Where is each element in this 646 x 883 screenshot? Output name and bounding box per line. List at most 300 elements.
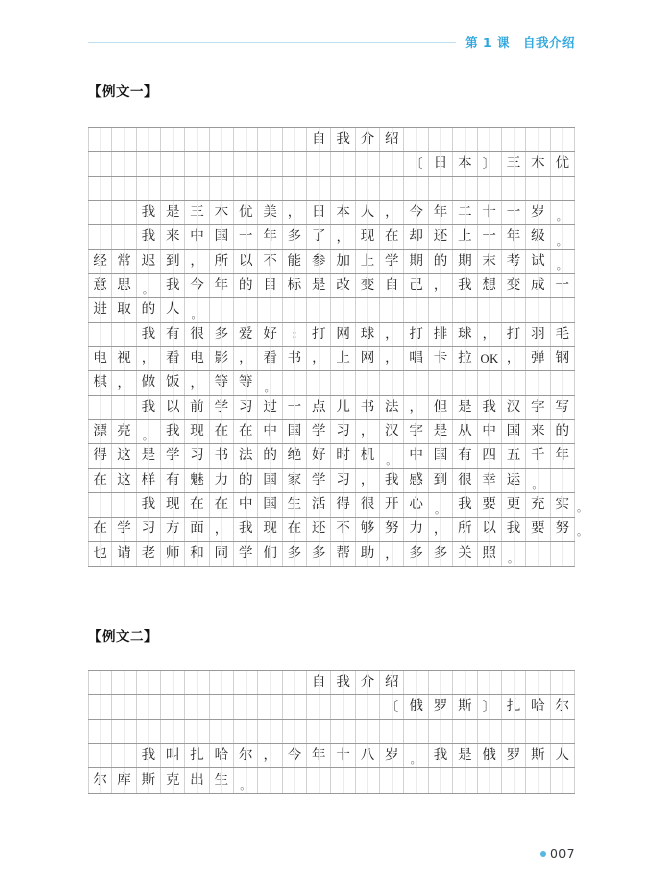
grid-cell: 五: [502, 444, 526, 467]
grid-cell-empty: [453, 128, 477, 151]
grid-cell: ，: [258, 744, 282, 767]
grid-text-row: [88, 201, 575, 225]
grid-cell: 有: [161, 469, 185, 492]
grid-cell-empty: [502, 671, 526, 694]
grid-cell-empty: [88, 744, 112, 767]
grid-cell-empty: [283, 671, 307, 694]
grid-cell: 哈: [210, 744, 234, 767]
grid-cell: 面: [185, 518, 209, 541]
grid-cell: 有: [161, 323, 185, 346]
grid-cell-empty: [210, 128, 234, 151]
grid-cell: OK: [478, 347, 502, 370]
grid-cell: 汉: [380, 420, 404, 443]
grid-cell: 学: [307, 469, 331, 492]
grid-cell-empty: [258, 298, 282, 321]
grid-cell: 法: [234, 444, 258, 467]
grid-cell-empty: [478, 371, 502, 394]
grid-cell: 。: [551, 225, 575, 248]
grid-cell: 是: [453, 396, 477, 419]
grid-cell: 意: [88, 274, 112, 297]
grid-cell: 助: [356, 542, 380, 566]
grid-cell: 优: [234, 201, 258, 224]
grid-cell-empty: [161, 695, 185, 718]
grid-cell: 看: [161, 347, 185, 370]
grid-cell: 很: [185, 323, 209, 346]
grid-cell: 钢: [551, 347, 575, 370]
grid-cell: 多: [283, 225, 307, 248]
grid-cell: 八: [356, 744, 380, 767]
grid-cell: 。: [551, 250, 575, 273]
grid-cell-empty: [307, 152, 331, 175]
grid-cell: 在: [380, 225, 404, 248]
grid-cell: 师: [161, 542, 185, 566]
running-head: [88, 30, 575, 54]
grid-cell-empty: [551, 298, 575, 321]
grid-cell: 也: [88, 542, 112, 566]
grid-cell: ，: [307, 347, 331, 370]
grid-cell: 〔: [380, 695, 404, 718]
grid-cell: 视: [112, 347, 136, 370]
grid-cell-empty: [234, 128, 258, 151]
grid-cell: 更: [502, 493, 526, 516]
grid-cell: 弹: [526, 347, 550, 370]
grid-cell: 实: [551, 493, 575, 516]
grid-cell-empty: [307, 371, 331, 394]
grid-cell: 本: [331, 201, 355, 224]
grid-text-row: [88, 250, 575, 274]
grid-cell: 多: [210, 323, 234, 346]
grid-cell: 习: [137, 518, 161, 541]
grid-cell: 介: [356, 671, 380, 694]
grid-cell-empty: [478, 671, 502, 694]
grid-cell: ，: [380, 323, 404, 346]
grid-cell-empty: [112, 720, 136, 743]
grid-cell-empty: [453, 768, 477, 792]
grid-cell: 书: [210, 444, 234, 467]
grid-cell: 还: [429, 225, 453, 248]
grid-cell: 己: [404, 274, 428, 297]
grid-cell-empty: [185, 152, 209, 175]
grid-cell: 以: [161, 396, 185, 419]
grid-cell-empty: [429, 671, 453, 694]
grid-cell: 的: [258, 444, 282, 467]
grid-cell: 扎: [185, 744, 209, 767]
grid-cell: 我: [161, 420, 185, 443]
grid-cell: 们: [258, 542, 282, 566]
grid-cell-empty: [185, 720, 209, 743]
grid-cell-empty: [258, 177, 282, 200]
grid-blank-row: [88, 177, 575, 201]
grid-cell-empty: [526, 298, 550, 321]
grid-cell: 是: [453, 744, 477, 767]
grid-cell: 木: [210, 201, 234, 224]
grid-cell: 我: [502, 518, 526, 541]
grid-cell: 方: [161, 518, 185, 541]
grid-cell: 爱: [234, 323, 258, 346]
grid-cell-empty: [453, 671, 477, 694]
grid-cell: 罗: [502, 744, 526, 767]
grid-cell-empty: [307, 177, 331, 200]
grid-cell: 考: [502, 250, 526, 273]
grid-cell-empty: [112, 323, 136, 346]
grid-cell-empty: [478, 128, 502, 151]
running-head-title: 第 1 课 自我介绍: [465, 35, 575, 50]
grid-cell-empty: [88, 177, 112, 200]
grid-cell-empty: [356, 177, 380, 200]
grid-cell: 能: [283, 250, 307, 273]
grid-cell-empty: [404, 298, 428, 321]
grid-cell: 打: [307, 323, 331, 346]
grid-cell: 。: [185, 298, 209, 321]
grid-cell-empty: [429, 720, 453, 743]
grid-cell-empty: [551, 768, 575, 792]
grid-cell-empty: [234, 695, 258, 718]
grid-cell: 多: [283, 542, 307, 566]
grid-cell-empty: [283, 128, 307, 151]
grid-cell: 我: [161, 274, 185, 297]
grid-cell: 俄: [478, 744, 502, 767]
grid-cell-empty: [404, 371, 428, 394]
grid-cell-empty: [88, 695, 112, 718]
grid-cell-empty: [429, 298, 453, 321]
grid-cell: 得: [88, 444, 112, 467]
grid-cell: 三: [185, 201, 209, 224]
grid-cell: 。: [502, 542, 526, 566]
grid-cell: 的: [234, 469, 258, 492]
grid-cell: :: [283, 323, 307, 346]
grid-cell: 库: [112, 768, 136, 792]
grid-cell: 排: [429, 323, 453, 346]
grid-cell: 时: [331, 444, 355, 467]
grid-text-row: [88, 274, 575, 298]
grid-cell: 我: [331, 671, 355, 694]
grid-cell: 木: [526, 152, 550, 175]
grid-cell-empty: [356, 768, 380, 792]
grid-cell: 罗: [429, 695, 453, 718]
grid-cell: 〕: [478, 695, 502, 718]
grid-cell: ，: [380, 201, 404, 224]
grid-cell: 上: [453, 225, 477, 248]
grid-cell-empty: [112, 695, 136, 718]
grid-cell-empty: [185, 671, 209, 694]
grid-cell-empty: [258, 695, 282, 718]
grid-cell-empty: [283, 152, 307, 175]
grid-cell-empty: [210, 671, 234, 694]
grid-cell: 有: [453, 444, 477, 467]
grid-cell: 书: [356, 396, 380, 419]
grid-cell: 字: [526, 396, 550, 419]
grid-cell: 和: [185, 542, 209, 566]
grid-cell: 请: [112, 542, 136, 566]
grid-text-row: [88, 298, 575, 322]
grid-cell: 不: [331, 518, 355, 541]
grid-cell: ，: [404, 396, 428, 419]
grid-cell-empty: [380, 720, 404, 743]
grid-cell-empty: [453, 298, 477, 321]
grid-cell: 学: [380, 250, 404, 273]
grid-cell: 我: [137, 323, 161, 346]
grid-cell-empty: [234, 720, 258, 743]
grid-cell-empty: [283, 768, 307, 792]
grid-cell: 拉: [453, 347, 477, 370]
manuscript-grid-example-one: [88, 127, 588, 567]
grid-cell-empty: [478, 298, 502, 321]
grid-cell: 运: [502, 469, 526, 492]
grid-cell-empty: [112, 225, 136, 248]
grid-cell-empty: [526, 720, 550, 743]
grid-cell: 努: [380, 518, 404, 541]
grid-cell: 幸: [478, 469, 502, 492]
grid-cell: 十: [331, 744, 355, 767]
grid-cell: 斯: [453, 695, 477, 718]
grid-cell: 过: [258, 396, 282, 419]
grid-cell: 网: [331, 323, 355, 346]
grid-cell: 老: [137, 542, 161, 566]
grid-cell: 够: [356, 518, 380, 541]
grid-cell: 力: [210, 469, 234, 492]
grid-cell: 人: [356, 201, 380, 224]
grid-cell: 自: [307, 671, 331, 694]
grid-cell-empty: [137, 177, 161, 200]
grid-cell-empty: [88, 671, 112, 694]
grid-cell-empty: [429, 371, 453, 394]
grid-cell: 中: [185, 225, 209, 248]
grid-cell-empty: [331, 371, 355, 394]
grid-cell-empty: [112, 671, 136, 694]
grid-cell: 生: [283, 493, 307, 516]
grid-cell: 我: [380, 469, 404, 492]
grid-cell-empty: [137, 720, 161, 743]
grid-cell: 斯: [137, 768, 161, 792]
grid-cell: 目: [258, 274, 282, 297]
grid-cell: 变: [356, 274, 380, 297]
grid-cell: ，: [380, 347, 404, 370]
grid-cell: 叫: [161, 744, 185, 767]
grid-cell: 心: [404, 493, 428, 516]
grid-cell: 中: [234, 493, 258, 516]
grid-cell: ，: [502, 347, 526, 370]
grid-cell-empty: [356, 720, 380, 743]
grid-cell: 多: [404, 542, 428, 566]
grid-cell: 唱: [404, 347, 428, 370]
grid-cell: 中: [258, 420, 282, 443]
grid-cell: 绍: [380, 128, 404, 151]
grid-cell: ，: [356, 469, 380, 492]
grid-text-row: [88, 768, 575, 792]
grid-cell: 绝: [283, 444, 307, 467]
grid-cell: 〔: [404, 152, 428, 175]
grid-cell: 前: [185, 396, 209, 419]
grid-cell: 点: [307, 396, 331, 419]
grid-cell-empty: [380, 152, 404, 175]
grid-cell: 我: [137, 493, 161, 516]
grid-cell: 现: [356, 225, 380, 248]
grid-cell: 球: [453, 323, 477, 346]
manuscript-grid-example-two: [88, 670, 575, 794]
grid-cell-empty: [283, 695, 307, 718]
grid-cell: 今: [404, 201, 428, 224]
grid-cell: 人: [551, 744, 575, 767]
grid-cell: 电: [185, 347, 209, 370]
grid-cell-empty: [161, 671, 185, 694]
grid-cell: 日: [429, 152, 453, 175]
grid-cell: 国: [258, 493, 282, 516]
grid-cell: 一: [502, 201, 526, 224]
grid-cell: 我: [478, 396, 502, 419]
grid-cell: ，: [331, 225, 355, 248]
grid-cell: 年: [429, 201, 453, 224]
grid-cell-empty: [258, 128, 282, 151]
grid-cell-empty: [185, 128, 209, 151]
grid-cell: 所: [210, 250, 234, 273]
grid-cell: 上: [356, 250, 380, 273]
grid-text-row: [88, 371, 575, 395]
grid-cell: 是: [429, 420, 453, 443]
grid-cell-empty: [502, 720, 526, 743]
grid-cell: 尔: [234, 744, 258, 767]
grid-cell: 取: [112, 298, 136, 321]
grid-cell: 电: [88, 347, 112, 370]
grid-cell: 年: [502, 225, 526, 248]
grid-cell-empty: [112, 152, 136, 175]
grid-text-row: [88, 671, 575, 695]
grid-cell: 。: [380, 444, 404, 467]
grid-cell: 年: [258, 225, 282, 248]
grid-cell-empty: [478, 177, 502, 200]
grid-cell: 的: [551, 420, 575, 443]
grid-cell-empty: [112, 744, 136, 767]
grid-cell: 字: [404, 420, 428, 443]
grid-text-row: [88, 518, 588, 542]
grid-cell: 。: [137, 420, 161, 443]
grid-cell: 岁: [526, 201, 550, 224]
grid-cell: 要: [478, 493, 502, 516]
grid-cell: 国: [283, 420, 307, 443]
grid-cell: 学: [234, 542, 258, 566]
grid-text-row: [88, 152, 575, 176]
grid-cell-empty: [258, 152, 282, 175]
grid-cell: 很: [453, 469, 477, 492]
grid-cell: 优: [551, 152, 575, 175]
grid-cell: 在: [88, 469, 112, 492]
grid-cell: 一: [551, 274, 575, 297]
grid-cell: 书: [283, 347, 307, 370]
grid-cell: 今: [185, 274, 209, 297]
grid-cell: 出: [185, 768, 209, 792]
grid-cell: 我: [234, 518, 258, 541]
grid-cell: 试: [526, 250, 550, 273]
grid-cell: 标: [283, 274, 307, 297]
grid-cell-empty: [112, 493, 136, 516]
grid-cell: 年: [210, 274, 234, 297]
grid-cell-empty: [210, 720, 234, 743]
grid-cell-empty: [502, 768, 526, 792]
grid-cell-empty: [404, 720, 428, 743]
grid-cell-empty: [210, 695, 234, 718]
grid-cell-empty: [526, 128, 550, 151]
grid-cell: 到: [429, 469, 453, 492]
grid-cell: 我: [331, 128, 355, 151]
hanging-punctuation: 。: [577, 524, 588, 538]
grid-cell: 打: [404, 323, 428, 346]
grid-cell: 我: [137, 201, 161, 224]
grid-cell: 看: [258, 347, 282, 370]
grid-cell: 四: [478, 444, 502, 467]
grid-cell-empty: [502, 177, 526, 200]
grid-cell: 在: [283, 518, 307, 541]
grid-cell: 的: [234, 274, 258, 297]
grid-cell-empty: [478, 768, 502, 792]
grid-cell: 漂: [88, 420, 112, 443]
grid-cell: 活: [307, 493, 331, 516]
grid-cell: 在: [88, 518, 112, 541]
grid-text-row: [88, 469, 575, 493]
grid-cell: 人: [161, 298, 185, 321]
grid-cell-empty: [404, 671, 428, 694]
grid-cell-empty: [234, 177, 258, 200]
grid-cell-empty: [502, 298, 526, 321]
grid-cell: 成: [526, 274, 550, 297]
grid-cell: 迟: [137, 250, 161, 273]
grid-cell: 这: [112, 444, 136, 467]
grid-cell: 从: [453, 420, 477, 443]
grid-cell-empty: [283, 177, 307, 200]
grid-cell: ，: [137, 347, 161, 370]
grid-cell-empty: [210, 298, 234, 321]
grid-cell: 所: [453, 518, 477, 541]
grid-text-row: [88, 444, 575, 468]
grid-cell-empty: [331, 720, 355, 743]
grid-cell: 。: [137, 274, 161, 297]
grid-cell-empty: [137, 152, 161, 175]
grid-cell: 网: [356, 347, 380, 370]
grid-text-row: [88, 128, 575, 152]
grid-cell: 卡: [429, 347, 453, 370]
grid-cell: 在: [234, 420, 258, 443]
grid-cell-empty: [88, 225, 112, 248]
grid-cell: 球: [356, 323, 380, 346]
grid-cell: 思: [112, 274, 136, 297]
grid-cell: 美: [258, 201, 282, 224]
grid-cell: ，: [283, 201, 307, 224]
grid-cell: 。: [404, 744, 428, 767]
grid-cell: 期: [453, 250, 477, 273]
grid-cell: 打: [502, 323, 526, 346]
grid-cell: 帮: [331, 542, 355, 566]
grid-cell-empty: [161, 720, 185, 743]
grid-text-row: [88, 323, 575, 347]
grid-cell-empty: [307, 768, 331, 792]
grid-cell: 开: [380, 493, 404, 516]
grid-cell: 得: [331, 493, 355, 516]
grid-cell: 毛: [551, 323, 575, 346]
grid-cell: 同: [210, 542, 234, 566]
grid-cell: 影: [210, 347, 234, 370]
grid-cell: 〕: [478, 152, 502, 175]
grid-cell-empty: [185, 695, 209, 718]
hanging-punctuation: 。: [577, 500, 588, 514]
grid-cell: 还: [307, 518, 331, 541]
grid-cell-empty: [161, 152, 185, 175]
grid-cell: 一: [283, 396, 307, 419]
grid-cell-empty: [526, 671, 550, 694]
grid-text-row: [88, 225, 575, 249]
grid-cell: 好: [307, 444, 331, 467]
grid-cell-empty: [331, 768, 355, 792]
grid-cell-empty: [331, 177, 355, 200]
grid-cell: 棋: [88, 371, 112, 394]
grid-cell: 现: [161, 493, 185, 516]
